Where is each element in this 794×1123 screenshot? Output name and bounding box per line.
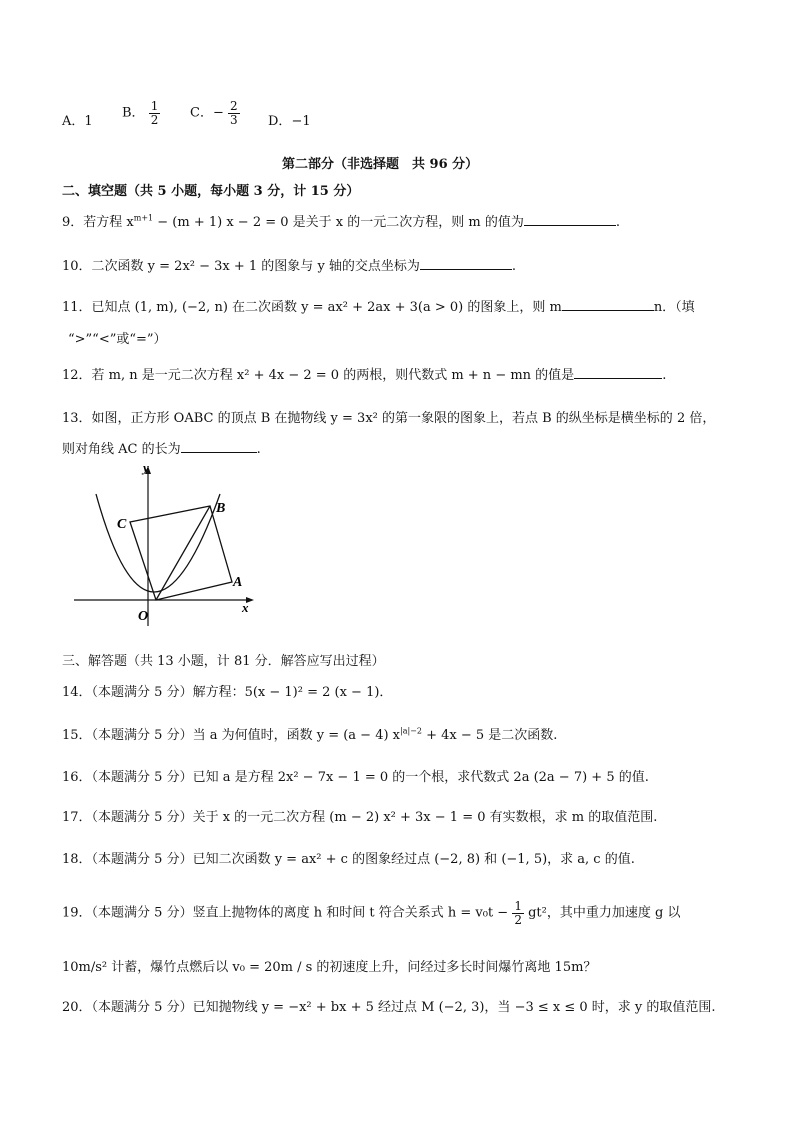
square-parabola-figure bbox=[70, 460, 260, 630]
fraction-half: $\frac{1}{2}$ bbox=[150, 99, 159, 127]
answer-blank bbox=[574, 366, 662, 379]
choice-a: A．1 bbox=[62, 114, 93, 129]
y-label: y bbox=[143, 460, 149, 475]
part2-title: 第二部分（非选择题 共 96 分） bbox=[282, 157, 479, 172]
section3-heading: 三、解答题（共 13 小题，计 81 分．解答应写出过程） bbox=[62, 654, 385, 669]
answer-blank bbox=[562, 298, 654, 311]
answer-blank bbox=[420, 257, 512, 270]
question-19: 19．（本题满分 5 分）竖直上抛物体的离度 h 和时间 t 符合关系式 h = v₀t − $\frac{1}{2}$ gt²，其中重力加速度 g 以 bbox=[62, 899, 681, 927]
question-9: 9．若方程 $x^{m+1} - (m + 1) x - 2 = 0$ 是关于 x 的一元二次方程，则 m 的值为 . bbox=[62, 213, 620, 230]
choice-b: B． $\frac{1}{2}$ bbox=[122, 99, 159, 127]
question-14: 14．（本题满分 5 分）解方程：5(x − 1)² = 2 (x − 1)． bbox=[62, 685, 393, 700]
square-oabc bbox=[130, 506, 232, 600]
question-18: 18．（本题满分 5 分）已知二次函数 y = ax² + c 的图象经过点 (−2, 8) 和 (−1, 5)，求 a, c 的值. bbox=[62, 852, 635, 867]
point-a-label: A bbox=[233, 575, 243, 590]
answer-blank bbox=[524, 213, 616, 226]
question-11-cont: “>”“<”或“=”） bbox=[68, 332, 167, 347]
question-12: 12．若 m, n 是一元二次方程 x² + 4x − 2 = 0 的两根，则代数式 m + n − mn 的值是 . bbox=[62, 368, 667, 383]
x-label: x bbox=[242, 600, 249, 615]
point-c-label: C bbox=[117, 517, 127, 532]
question-13-cont: 则对角线 AC 的长为 . bbox=[62, 442, 261, 457]
answer-blank bbox=[181, 440, 257, 453]
parabola-curve bbox=[96, 494, 220, 592]
fraction-two-thirds: $\frac{2}{3}$ bbox=[229, 99, 238, 127]
choice-c: C．− $\frac{2}{3}$ bbox=[190, 99, 238, 127]
fraction-half: $\frac{1}{2}$ bbox=[514, 899, 522, 927]
question-19-cont: 10m/s² 计蓄，爆竹点燃后以 v₀ = 20m / s 的初速度上升，问经过多长时间爆竹离地 15m？ bbox=[62, 960, 597, 975]
question-17: 17．（本题满分 5 分）关于 x 的一元二次方程 (m − 2) x² + 3x − 1 = 0 有实数根，求 m 的取值范围. bbox=[62, 810, 658, 825]
section2-heading: 二、填空题（共 5 小题，每小题 3 分，计 15 分） bbox=[62, 184, 360, 199]
question-13: 13．如图，正方形 OABC 的顶点 B 在抛物线 y = 3x² 的第一象限的图象上，若点 B 的纵坐标是横坐标的 2 倍， bbox=[62, 411, 716, 426]
question-16: 16．（本题满分 5 分）已知 a 是方程 2x² − 7x − 1 = 0 的一个根，求代数式 2a (2a − 7) + 5 的值. bbox=[62, 770, 649, 785]
diagonal-ob bbox=[156, 506, 210, 600]
question-20: 20．（本题满分 5 分）已知抛物线 y = −x² + bx + 5 经过点 M (−2, 3)，当 −3 ≤ x ≤ 0 时，求 y 的取值范围. bbox=[62, 1000, 716, 1015]
question-15: 15．（本题满分 5 分）当 a 为何值时，函数 y = (a − 4) $x^{|a|-2} + 4x - 5$ 是二次函数. bbox=[62, 726, 558, 743]
origin-label: O bbox=[138, 609, 149, 624]
choice-d: D．−1 bbox=[268, 114, 311, 129]
point-b-label: B bbox=[216, 501, 226, 516]
question-11: 11．已知点 (1, m), (−2, n) 在二次函数 y = ax² + 2ax + 3(a > 0) 的图象上，则 m n．（填 bbox=[62, 300, 695, 315]
question-10: 10．二次函数 y = 2x² − 3x + 1 的图象与 y 轴的交点坐标为 . bbox=[62, 259, 517, 274]
